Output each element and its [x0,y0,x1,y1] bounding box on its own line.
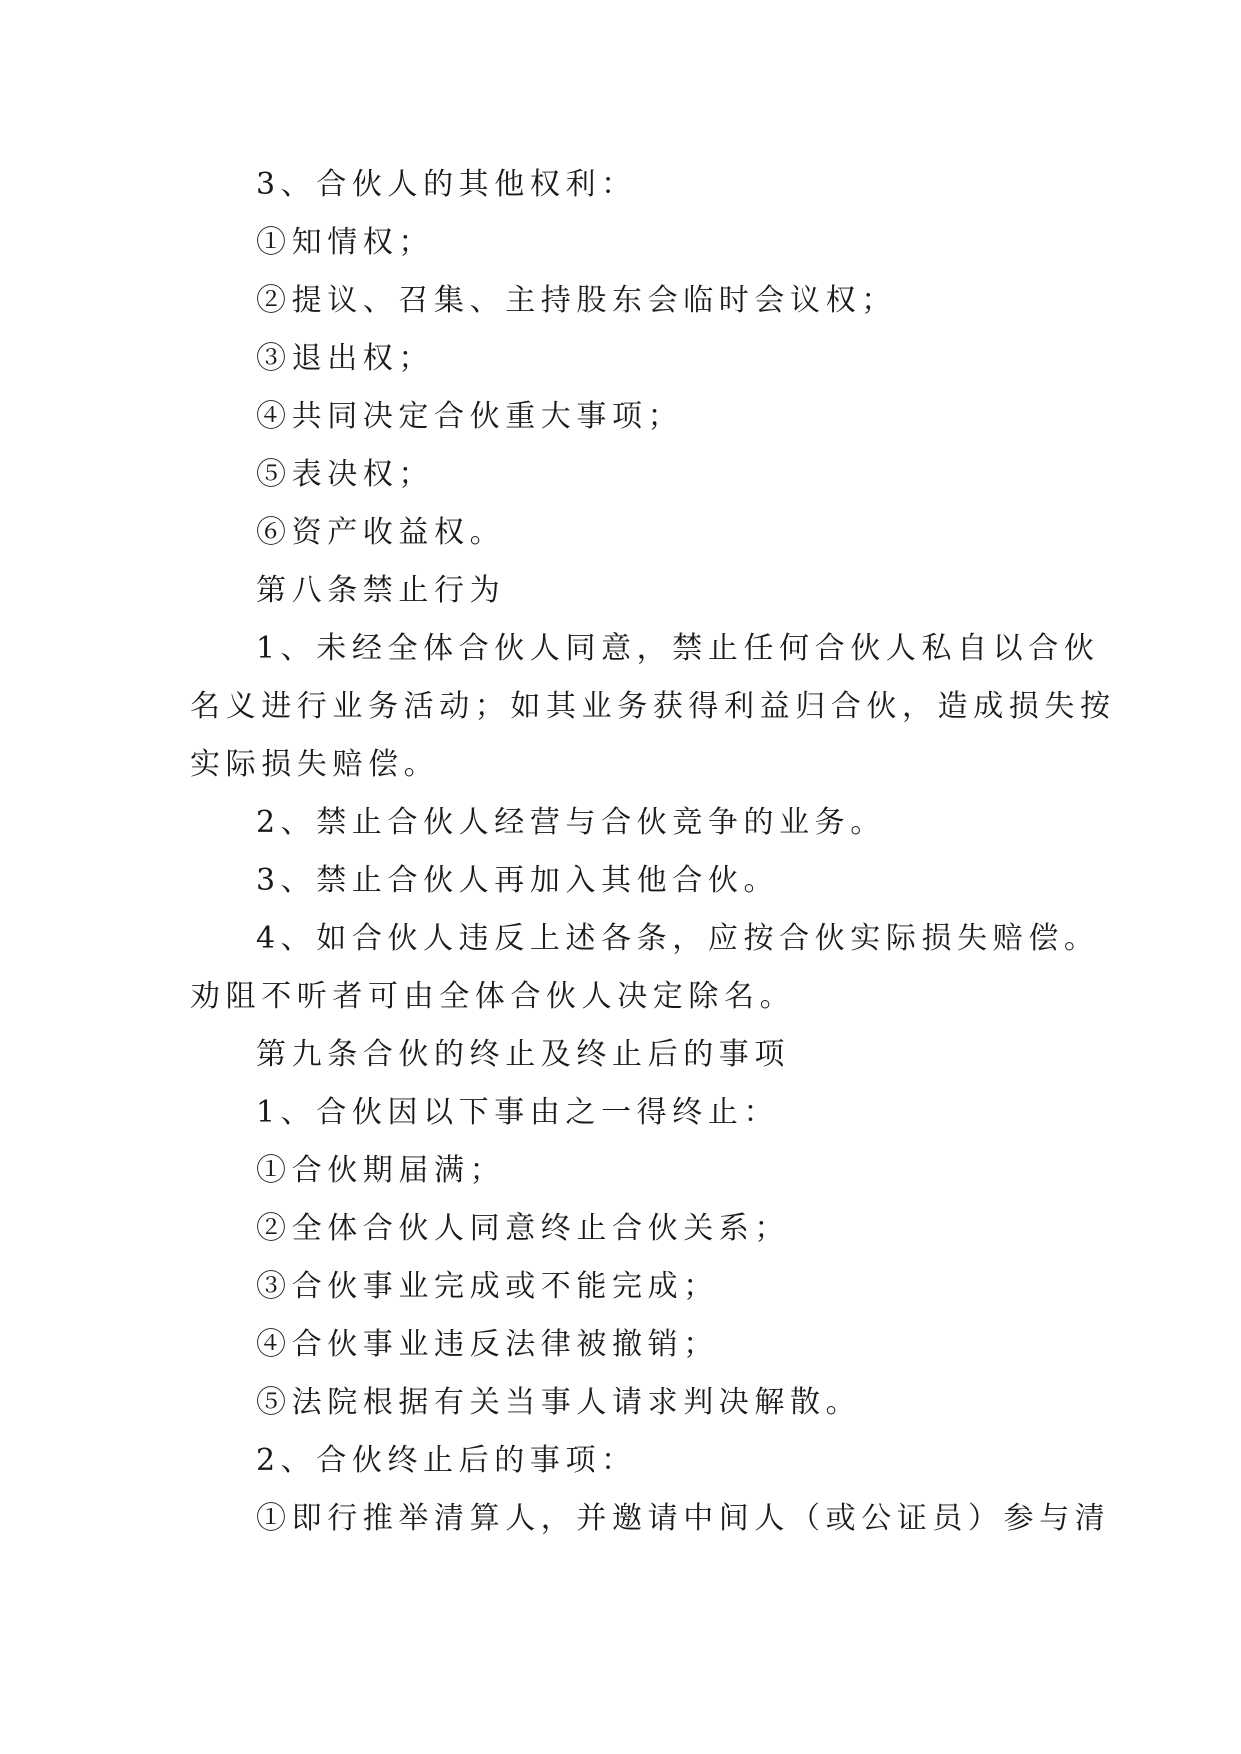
paragraph-line: 劝阻不听者可由全体合伙人决定除名。 [190,979,796,1014]
section-heading: 第八条禁止行为 [256,573,506,608]
section-heading: 第九条合伙的终止及终止后的事项 [256,1037,790,1072]
paragraph-line: ①即行推举清算人，并邀请中间人（或公证员）参与清 [256,1501,1111,1536]
paragraph-line: 1、合伙因以下事由之一得终止： [256,1095,780,1130]
paragraph-line: 实际损失赔偿。 [190,747,440,782]
paragraph-line: 1、未经全体合伙人同意，禁止任何合伙人私自以合伙 [256,631,1100,666]
paragraph-line: ③合伙事业完成或不能完成； [256,1269,719,1304]
paragraph-line: 名义进行业务活动；如其业务获得利益归合伙，造成损失按 [190,689,1116,724]
document-page [190,156,1116,1548]
paragraph-line: ④合伙事业违反法律被撤销； [256,1327,719,1362]
paragraph-line: ⑤表决权； [256,457,434,492]
paragraph-line: ③退出权； [256,341,434,376]
paragraph-line: 4、如合伙人违反上述各条，应按合伙实际损失赔偿。 [256,921,1100,956]
paragraph-line: ④共同决定合伙重大事项； [256,399,684,434]
paragraph-line: 3、禁止合伙人再加入其他合伙。 [256,863,780,898]
paragraph-line: ⑥资产收益权。 [256,515,506,550]
paragraph-line: ⑤法院根据有关当事人请求判决解散。 [256,1385,862,1420]
paragraph-line: 3、合伙人的其他权利： [256,167,637,202]
paragraph-line: 2、禁止合伙人经营与合伙竞争的业务。 [256,805,886,840]
paragraph-line: ②提议、召集、主持股东会临时会议权； [256,283,897,318]
paragraph-line: ①合伙期届满； [256,1153,506,1188]
paragraph-line: 2、合伙终止后的事项： [256,1443,637,1478]
paragraph-line: ②全体合伙人同意终止合伙关系； [256,1211,790,1246]
paragraph-line: ①知情权； [256,225,434,260]
